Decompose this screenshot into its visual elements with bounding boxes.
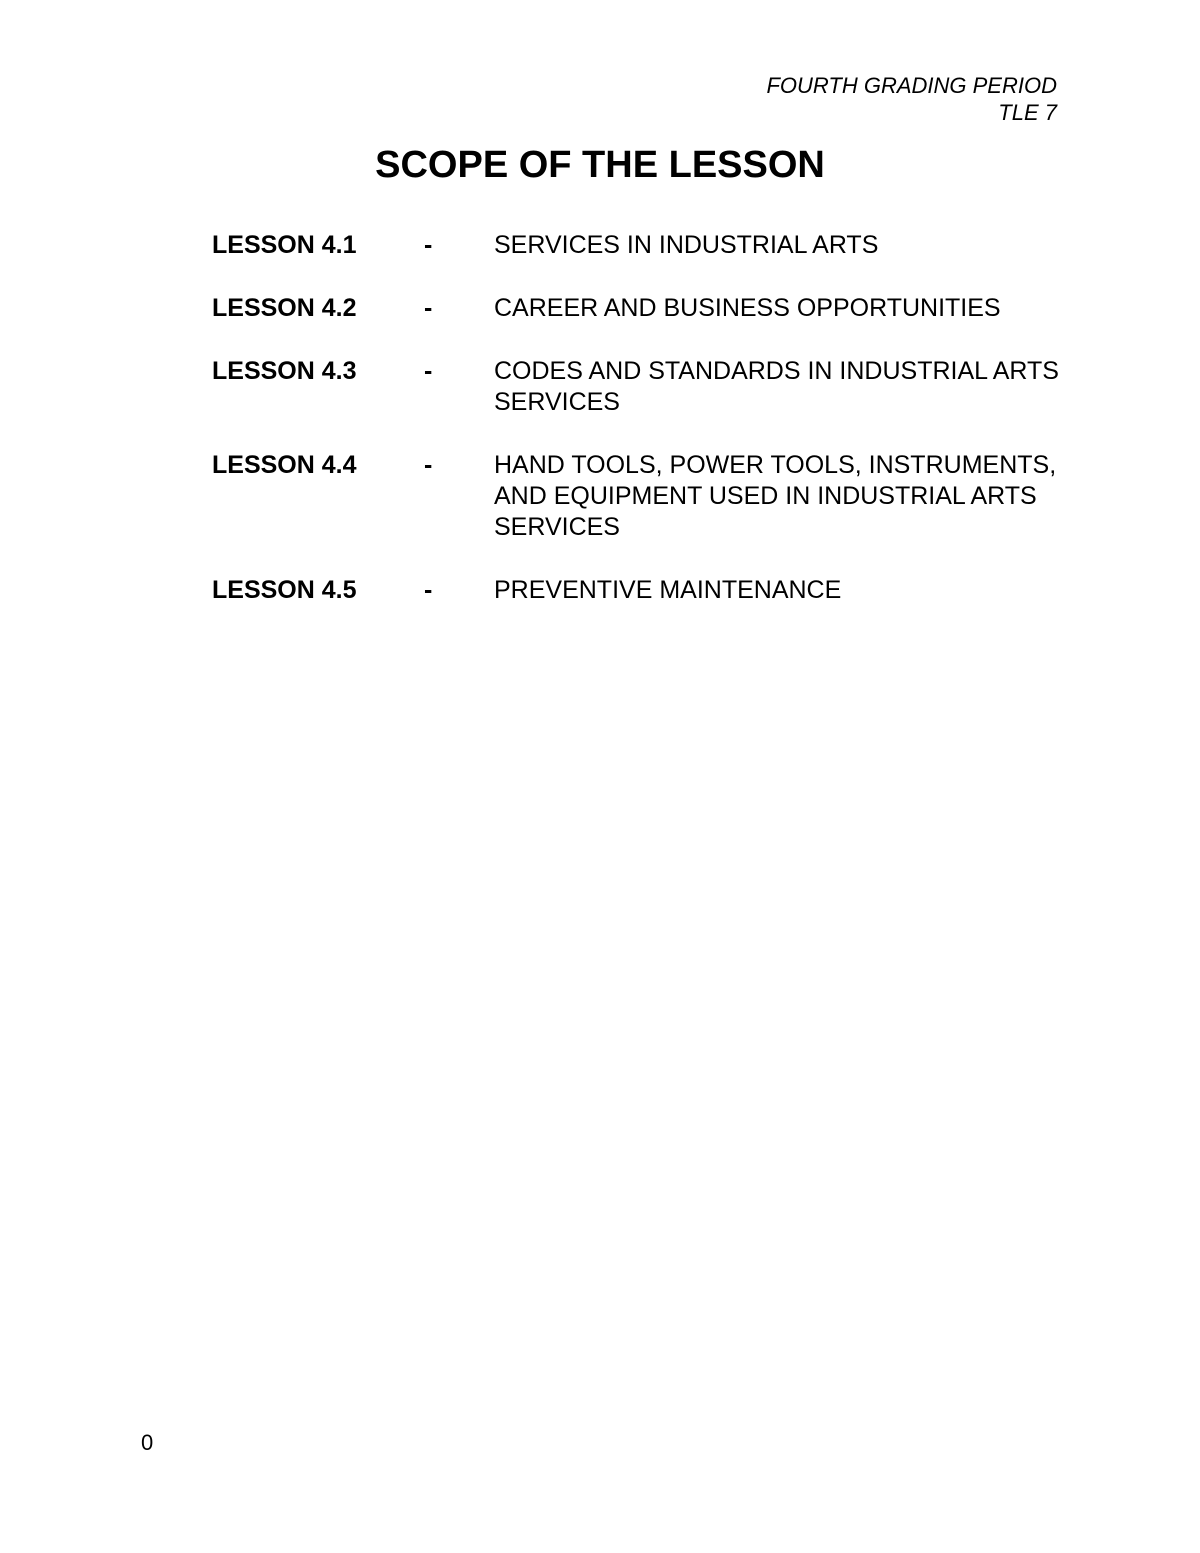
lesson-list [212, 230, 1092, 638]
lesson-row [212, 575, 1092, 606]
lesson-title: SERVICES IN INDUSTRIAL ARTS [494, 231, 879, 259]
lesson-row [212, 450, 1092, 543]
lesson-code: LESSON 4.3 [212, 357, 357, 385]
lesson-title: CAREER AND BUSINESS OPPORTUNITIES [494, 294, 1001, 322]
lesson-code: LESSON 4.2 [212, 294, 357, 322]
lesson-title: CODES AND STANDARDS IN INDUSTRIAL ARTS SERVICES [494, 357, 1059, 416]
lesson-dash: - [424, 231, 433, 259]
page-header [766, 72, 1057, 126]
lesson-code: LESSON 4.5 [212, 576, 357, 604]
lesson-code: LESSON 4.1 [212, 231, 357, 259]
subject-label: TLE 7 [998, 100, 1057, 125]
lesson-dash: - [424, 451, 433, 479]
lesson-title: PREVENTIVE MAINTENANCE [494, 576, 842, 604]
page-title: SCOPE OF THE LESSON [375, 144, 825, 186]
lesson-dash: - [424, 357, 433, 385]
page-number: 0 [141, 1430, 154, 1455]
lesson-dash: - [424, 576, 433, 604]
lesson-dash: - [424, 294, 433, 322]
lesson-row [212, 230, 1092, 261]
lesson-title: HAND TOOLS, POWER TOOLS, INSTRUMENTS, AND EQUIPMENT USED IN INDUSTRIAL ARTS SERVICES [494, 451, 1057, 541]
grading-period-label: FOURTH GRADING PERIOD [766, 73, 1057, 98]
lesson-code: LESSON 4.4 [212, 451, 357, 479]
lesson-row [212, 356, 1092, 418]
lesson-row [212, 293, 1092, 324]
